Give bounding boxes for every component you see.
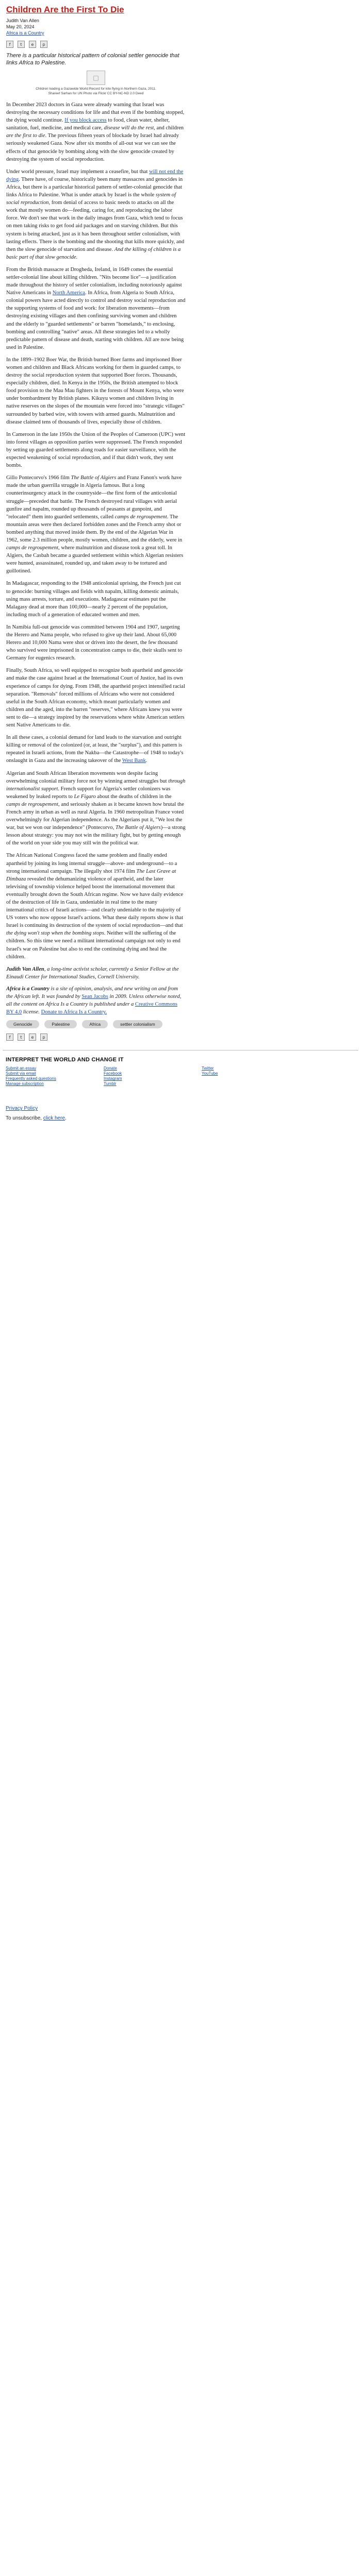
paragraph: The African National Congress faced the same problem and finally ended apartheid by joining its long internal struggle—above- and underground—to a strong international campaign. The illegally shot 1974 film The Last Grave at Dimbaza revealed the dehumanizing violence of apartheid, and the later televising of township violence helped boost the international movement that eventually brought down the South African regime. Now we have daily evidence of the destruction of life in Gaza, undeniable in real time to the many international critics of Israeli actions—and clearly undeniable to the majority of US voters who now oppose Israel's actions. What these daily reports show is that Israel is continuing its destruction of the system of social reproduction—and that the dying won't stop when the bombing stops. Neither will the suffering of the children. So this time we need a militant international campaign not only to end Israel's war on Palestine but also to end the continuing dying and heal the children.	[6, 853, 184, 960]
footer-col-social-2	[202, 1066, 300, 1087]
pinterest-icon[interactable]: p	[40, 1033, 47, 1041]
byline-author: Judith Van Allen	[6, 18, 39, 23]
facebook-icon[interactable]: f	[6, 1033, 13, 1041]
email-icon[interactable]: e	[29, 1033, 36, 1041]
bio-paragraph: Judith Van Allen, a long-time activist scholar, currently a Senior Fellow at the Einaudi Center for International Studies, Cornell University.	[6, 966, 179, 980]
paragraph: In Cameroon in the late 1950s the Union of the Peoples of Cameroon (UPC) went into forest villages as opposition parties were suppressed. The French responded by setting up guarded settlements along roads for easier surveillance, with the expected weakening of social reproduction, and if that didn't work, they sent bombs.	[6, 431, 186, 469]
footer-links	[3, 1066, 358, 1087]
tag-africa[interactable]: Africa	[82, 1020, 108, 1028]
article-body	[4, 101, 188, 1016]
youtube-link[interactable]: YouTube	[202, 1071, 218, 1076]
publication-link[interactable]: Africa is a Country	[6, 30, 44, 36]
instagram-link[interactable]: Instagram	[104, 1076, 122, 1081]
facebook-link[interactable]: Facebook	[104, 1071, 122, 1076]
paragraph: In Madagascar, responding to the 1948 anticolonial uprising, the French just cut to genocide: burning villages and fields with napalm, killing domestic animals, using mass arrests, torture, and executions. Madagascar estimates put the Malagasy dead at more than 100,000—nearly 2 percent of the population, including much of a generation of educated women and men.	[6, 581, 181, 618]
newsletter-footer	[3, 1050, 358, 1121]
footer-col-submit	[6, 1066, 104, 1087]
inline-link[interactable]: will not end the dying	[6, 168, 184, 182]
donate-footer-link[interactable]: Donate	[104, 1066, 117, 1071]
bio-author-name: Judith Van Allen	[6, 966, 44, 972]
facebook-icon[interactable]: f	[6, 41, 13, 48]
paragraph: From the British massacre at Drogheda, Ireland, in 1649 comes the essential settler-colonial line about killing children. "Nits become lice"—a justification made throughout the history of settler colonialism, including notoriously against Native Americans in North America. In Africa, from Algeria to South Africa, colonial powers have acted directly to control and destroy social reproduction and the supporting systems of food and work: for liberation movements—from destroying existing villages and then confining surviving women and children and the elderly to "guarded settlements" or barren "homelands," to enclosing, bombing and controlling "native" areas. All these strategies led to a wholly predictable pattern of disease and death, starting with children. All are now being used in Palestine.	[6, 266, 186, 350]
article-figure	[4, 71, 188, 96]
article-dek: There is a particular historical pattern of colonial settler genocide that links Africa to Palestine.	[6, 53, 179, 66]
unsubscribe-link[interactable]: click here	[43, 1115, 65, 1122]
submit-email-link[interactable]: Submit via email	[6, 1071, 36, 1076]
share-icons-top	[6, 41, 188, 48]
email-icon[interactable]: e	[29, 41, 36, 48]
manage-subscription-link[interactable]: Manage subscription	[6, 1081, 44, 1087]
image-caption: Children loading a Gazawide World Record for kite flying in Northern Gaza, 2011. Shareef Sarhan for UN Photo via Flickr CC BY-NC-ND 2.0 Deed	[36, 87, 156, 95]
paragraph: Finally, South Africa, so well equipped to recognize both apartheid and genocide and make the case against Israel at the International Court of Justice, had its own experience of camps for dying. From 1948, the apartheid project intensified racial separation. "Removals" forced millions of Africans who were not considered useful in the South African economy, which meant particularly women and children and the aged, into the barren "reserves," where Africans knew you were sent to die—a strategy inspired by the reservations where white American settlers sent Native Americans to die.	[6, 668, 185, 728]
inline-link[interactable]: North America	[52, 290, 85, 296]
paragraph: In December 2023 doctors in Gaza were already warning that Israel was destroying the necessary conditions for life and that even if the bombing stopped, the dying would continue. If you block access to food, clean water, shelter, sanitation, fuel, medicine, and medical care, disease will do the rest, and children are the first to die. The previous fifteen years of blockade by Israel had already seriously weakened Gaza. Now after six months of all-out war we can see the effects of that genocide by bombing along with the slow genocide created by destroying the system of social reproduction.	[6, 102, 185, 162]
donate-link[interactable]: Donate to Africa Is a Country.	[41, 1009, 107, 1015]
paragraph: Gillo Pontecorvo's 1966 film The Battle of Algiers and Franz Fanon's work have made the urban guerrilla struggle in Algeria famous. But a long counterinsurgency attack in the countryside—the first form of the anticolonial struggle—preceded that battle. The French destroyed rural villages with aerial gunfire and napalm, rounded up thousands of peasants at gunpoint, and "relocated" them into guarded settlements, called camps de regroupement. The mountain areas were then declared forbidden zones and the French army shot or bombed anything that moved inside them. By the end of the Algerian War in 1962, some 2.3 million people, mostly women, children, and the elderly, were in camps de regroupement, where malnutrition and disease took a great toll. In Algiers, the Casbah became a guarded settlement within which Algerian resisters were hunted, assassinated, rounded up, and taken away to be tortured and guillotined.	[6, 475, 184, 574]
twitter-icon[interactable]: t	[18, 1033, 25, 1041]
inline-link[interactable]: West Bank	[122, 758, 146, 764]
tag-settler-colonialism[interactable]: settler colonialism	[113, 1020, 162, 1028]
license-link[interactable]: Creative Commons BY 4.0	[6, 1002, 178, 1015]
author-bio	[6, 965, 186, 1016]
tumblr-link[interactable]: Tumblr	[104, 1081, 117, 1087]
paragraph: In the 1899–1902 Boer War, the British burned Boer farms and imprisoned Boer women and children and Black Africans working for them in guarded camps, to destroy the social reproduction system that supported Boer forces. Thousands, especially children, died. In Kenya in the 1950s, the British attempted to block food provision to the Mau Mau fighters in the forests of Mount Kenya, who were under bombardment by British planes. Kikuyu women and children living in native reserves on the slopes of the mountain were forced into "strategic villages" surrounded by barbed wire, with towers with armed guards. Malnutrition and disease claimed tens of thousands of lives, especially those of children.	[6, 357, 185, 425]
paragraph: Algerian and South African liberation movements won despite facing overwhelming colonial military force not by winning armed struggles but through internationalist support. French support for Algeria's settler colonizers was weakened by leaked reports to Le Figaro about the deaths of children in the camps de regroupement, and seriously shaken as it became known how brutal the French army in urban as well as rural Algeria. In 1960 metropolitan France voted overwhelmingly for Algerian independence. As the Algerians put it, "We lost the war, but we won our independence" (Pontecorvo, The Battle of Algiers)—a strong lesson about strategy: you may not win the military fight, but by getting enough of the world on your side you may still win the political war.	[6, 770, 186, 846]
footer-col-social	[104, 1066, 202, 1087]
article	[4, 0, 188, 1041]
inline-link[interactable]: If you block access	[64, 117, 107, 124]
share-icons-bottom	[6, 1033, 188, 1041]
tag-genocide[interactable]: Genocide	[6, 1020, 39, 1028]
publish-date: May 20, 2024	[6, 24, 35, 29]
paragraph: In Namibia full-out genocide was committed between 1904 and 1907, targeting the Herero and Nama people, who refused to give up their land. About 65,000 Herero and 10,000 Nama were shot or driven into the desert, the few thousand who survived were imprisoned in concentration camps to die, their skulls sent to Germany for eugenics research.	[6, 624, 182, 662]
broken-image-icon: □	[87, 71, 105, 85]
paragraph: In all these cases, a colonial demand for land leads to the starvation and outright killing or removal of the colonized (or, at least, the "surplus"), and this pattern is repeated in Israeli actions, from the Nakba—the Catastrophe—of 1948 to today's onslaught in Gaza and the increasing takeover of the West Bank.	[6, 735, 184, 764]
founder-link[interactable]: Sean Jacobs	[81, 994, 108, 1000]
tag-palestine[interactable]: Palestine	[44, 1020, 77, 1028]
legal-links	[3, 1103, 358, 1112]
faq-link[interactable]: Frequently asked questions	[6, 1076, 56, 1081]
privacy-policy-link[interactable]: Privacy Policy	[6, 1106, 38, 1112]
paragraph: Under world pressure, Israel may implement a ceasefire, but that will not end the dying. There have, of course, historically been many massacres and genocides in Africa, but there is a particular historical pattern of settler-colonial genocide that links Africa to Palestine. What is under attack by Israel is the whole system of social reproduction, from denial of access to basic needs to attacks on all the work that mostly women do—feeding, caring for, and reproducing the labor force. We don't see that work in the daily images from Gaza, which tend to focus on men taking risks to get food aid packages and on starving children. But this system is being attacked, just as it has been throughout settler colonialism, with lasting effects. There is the bombing and the shooting that kills more quickly, and then the slow genocide of starvation and disease. And the killing of children is a basic part of that slow genocide.	[6, 168, 185, 260]
twitter-link[interactable]: Twitter	[202, 1066, 214, 1071]
unsubscribe-line: To unsubscribe, click here.	[6, 1115, 67, 1122]
article-header	[4, 4, 188, 36]
twitter-icon[interactable]: t	[18, 41, 25, 48]
footer-title: INTERPRET THE WORLD AND CHANGE IT	[6, 1057, 124, 1063]
pinterest-icon[interactable]: p	[40, 41, 47, 48]
submit-essay-link[interactable]: Submit an essay	[6, 1066, 37, 1071]
publication-bio: Africa is a Country is a site of opinion, analysis, and new writing on and from the African left. It was founded by Sean Jacobs in 2009. Unless otherwise noted, all the content on Africa Is a Country is published under a Creative Commons BY 4.0 license. Donate to Africa Is a Country.	[6, 986, 182, 1015]
content	[0, 0, 361, 1121]
article-title[interactable]: Children Are the First To Die	[6, 5, 124, 14]
tag-list	[6, 1020, 186, 1028]
